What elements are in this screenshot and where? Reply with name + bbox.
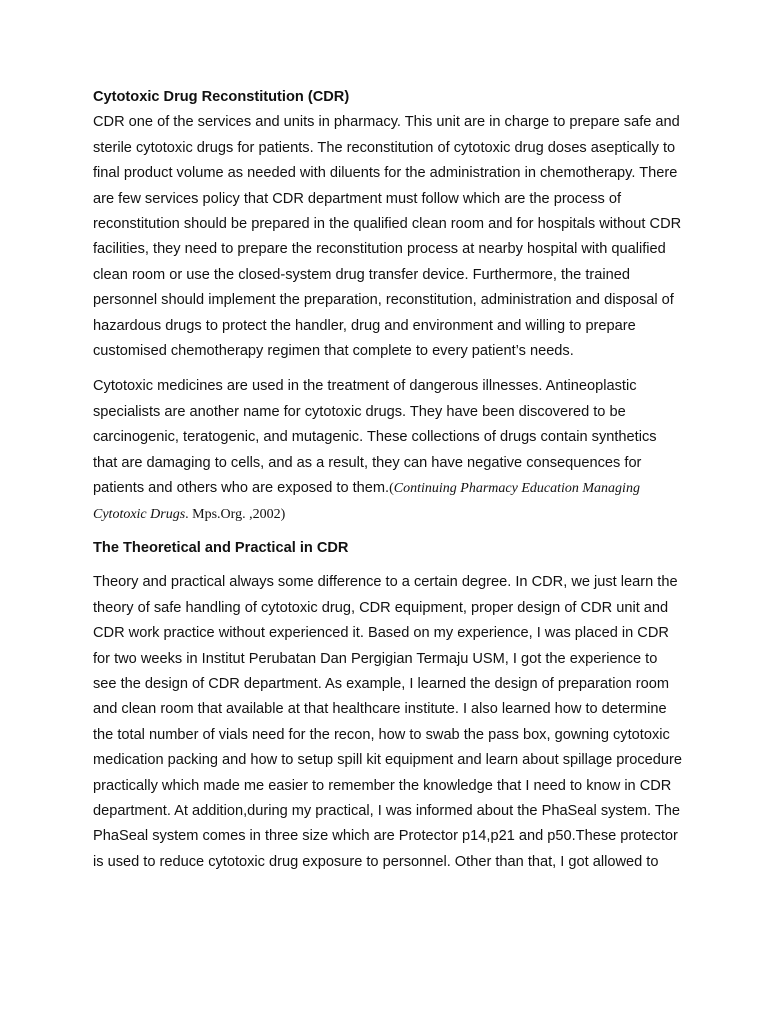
paragraph-cdr-overview: CDR one of the services and units in pharmacy. This unit are in charge to prepare safe and sterile cytotoxic drugs for patients. The reconstitution of cytotoxic drug doses aseptically to final product volume as needed with diluents for the administration in chemotherapy. There are few services policy that CDR department must follow which are the process of reconstitution should be prepared in the qualified clean room and for hospitals without CDR facilities, they need to prepare the reconstitution process at nearby hospital with qualified clean room or use the closed-system drug transfer device. Furthermore, the trained personnel should implement the preparation, reconstitution, administration and disposal of hazardous drugs to protect the handler, drug and environment and willing to prepare customised chemotherapy regimen that complete to every patient’s needs. (93, 114, 682, 360)
citation-title: Continuing Pharmacy Education Managing Cytotoxic Drugs (93, 481, 640, 522)
paragraph-theory-practical: Theory and practical always some difference to a certain degree. In CDR, we just learn the theory of safe handling of cytotoxic drug, CDR equipment, proper design of CDR unit and CDR work practice without experienced it. Based on my experience, I was placed in CDR for two weeks in Institut Perubatan Dan Pergigian Termaju USM, I got the experience to see the design of CDR department. As example, I learned the design of preparation room and clean room that available at that healthcare institute. I also learned how to determine the total number of vials need for the recon, how to swab the pass box, gowning cytotoxic medication packing and how to setup spill kit equipment and learn about spillage procedure practically which made me easier to remember the knowledge that I need to know in CDR department. At addition,during my practical, I was informed about the PhaSeal system. The PhaSeal system comes in three size which are Protector p14,p21 and p50.These protector is used to reduce cytotoxic drug exposure to personnel. Other than that, I got allowed to (93, 574, 682, 870)
paragraph-cytotoxic-medicines (93, 374, 683, 526)
section-heading-cdr: Cytotoxic Drug Reconstitution (CDR) (93, 89, 350, 105)
section-heading-theory-practical: The Theoretical and Practical in CDR (93, 539, 349, 556)
citation-rest: . Mps.Org. ,2002) (185, 506, 286, 522)
paragraph-cytotoxic-text: Cytotoxic medicines are used in the treatment of dangerous illnesses. Antineoplastic specialists are another name for cytotoxic drugs. They have been discovered to be carcinogenic, teratogenic, and mutagenic. These collections of drugs contain synthetics that are damaging to cells, and as a result, they can have negative consequences for patients and others who are exposed to them. (93, 378, 657, 497)
citation-open: ( (389, 481, 394, 497)
document-body (93, 85, 683, 875)
